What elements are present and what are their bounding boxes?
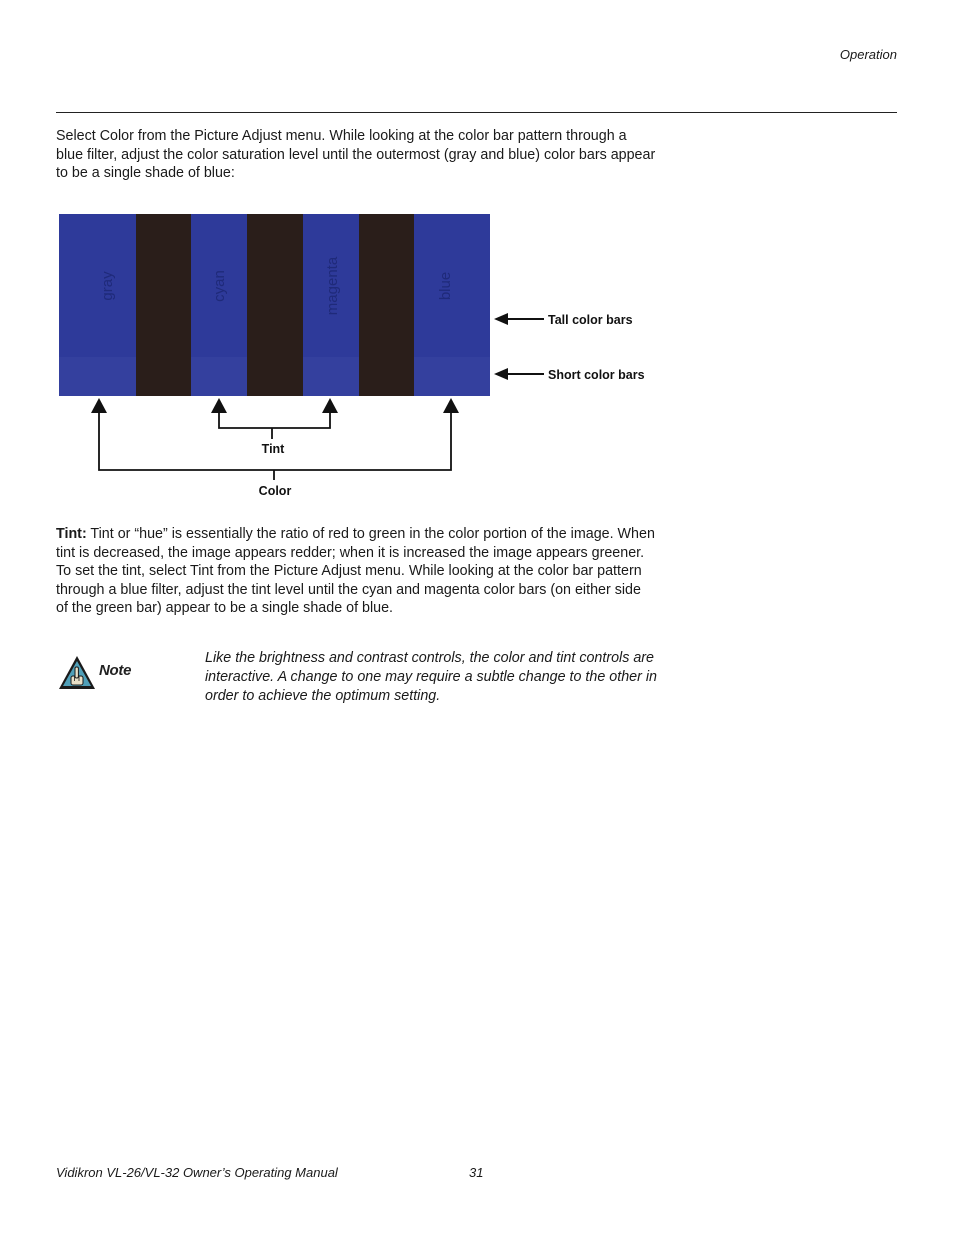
short-bar-gray <box>59 357 136 396</box>
footer-page-number: 31 <box>469 1165 484 1180</box>
note-text: Like the brightness and contrast controls, the color and tint controls are interactive. A change to one may require a subtle change to the other in order to achieve the optimum setting. <box>205 650 657 704</box>
color-arrow-head-right <box>443 398 459 413</box>
note-label: Note <box>99 662 132 679</box>
short-bars-label: Short color bars <box>548 368 645 382</box>
tint-body: Tint or “hue” is essentially the ratio of red to green in the color portion of the image. When tint is decreased, the image appears redder; when it is increased the image appears greener. To set the tint, select Tint from the Picture Adjust menu. While looking at the color bar pattern through a blue filter, adjust the tint level until the cyan and magenta color bars (on either side of the green bar) appear to be a single shade of blue. <box>56 526 655 616</box>
bar-label-cyan: cyan <box>211 270 228 302</box>
short-bar-magenta <box>303 357 359 396</box>
bar-label-magenta: magenta <box>324 256 341 316</box>
tall-bars-label: Tall color bars <box>548 313 633 327</box>
tint-paragraph <box>56 525 656 618</box>
bar-dark-1 <box>136 214 191 396</box>
bar-dark-3 <box>359 214 414 396</box>
color-bracket <box>99 412 451 470</box>
bar-dark-2 <box>247 214 303 396</box>
intro-paragraph: Select Color from the Picture Adjust menu. While looking at the color bar pattern through a blue filter, adjust the color saturation level until the outermost (gray and blue) color bars appear to be a single shade of blue: <box>56 128 656 181</box>
color-label: Color <box>258 484 292 498</box>
short-bars-arrow-head <box>494 368 508 380</box>
tint-arrow-head-left <box>211 398 227 413</box>
short-bar-cyan <box>191 357 247 396</box>
bar-label-blue: blue <box>437 271 454 301</box>
tall-bars-arrow-head <box>494 313 508 325</box>
color-bar-diagram <box>56 212 696 507</box>
running-header-section: Operation <box>839 47 897 62</box>
bar-label-gray: gray <box>99 271 116 301</box>
footer-manual-title: Vidikron VL-26/VL-32 Owner’s Operating Manual <box>56 1165 338 1180</box>
color-bar-figure <box>56 212 696 507</box>
note-hand-icon <box>57 655 97 691</box>
color-arrow-head-left <box>91 398 107 413</box>
tint-label: Tint <box>261 442 285 456</box>
tint-lead: Tint: <box>56 526 87 542</box>
tint-bracket <box>219 412 330 428</box>
short-bar-blue <box>414 357 490 396</box>
header-rule <box>56 112 897 113</box>
tint-arrow-head-right <box>322 398 338 413</box>
